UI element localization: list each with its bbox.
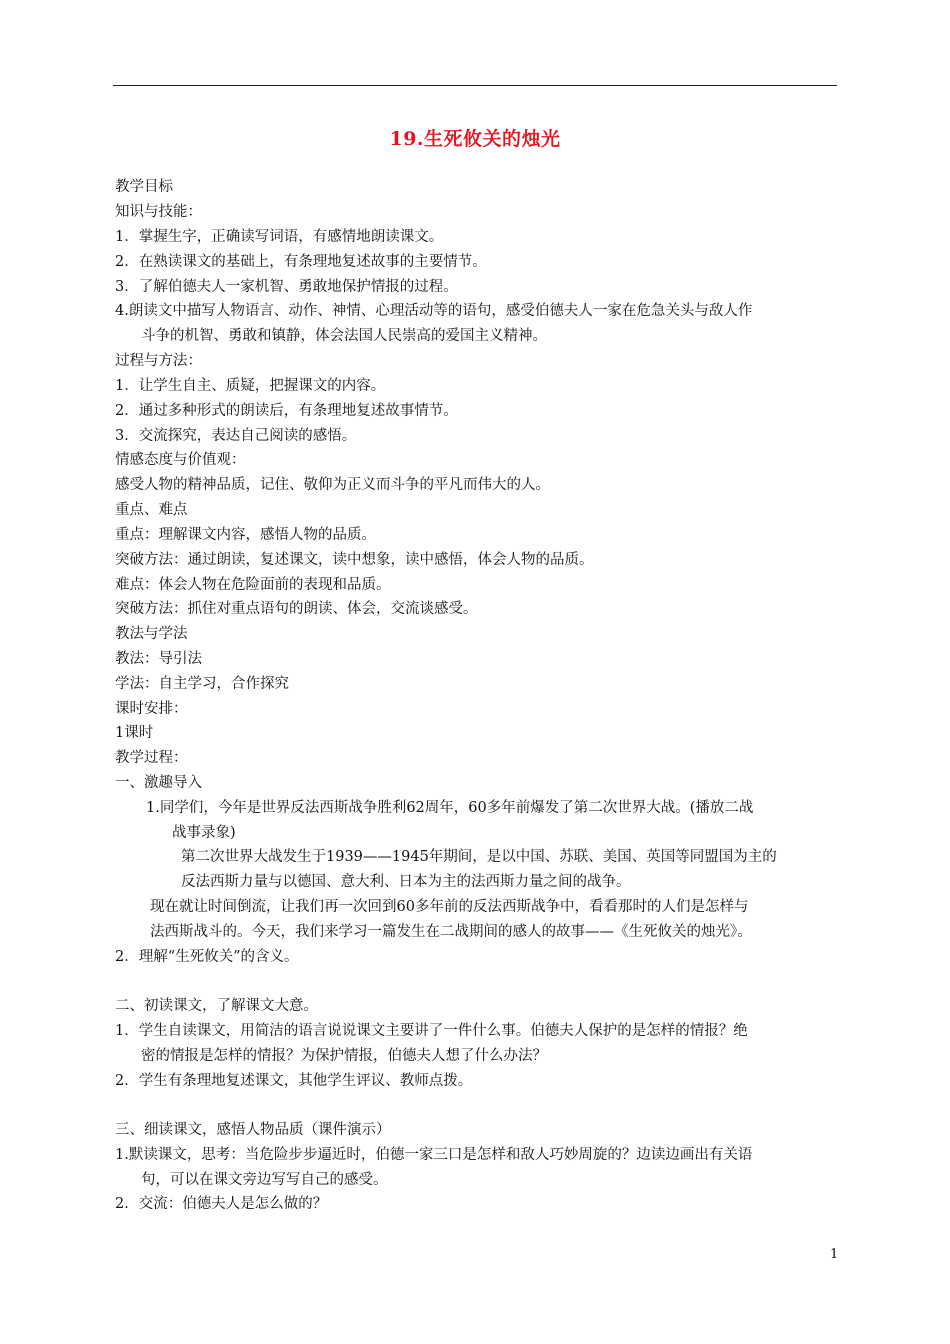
text-line: 重点、难点 — [115, 502, 188, 518]
text-line: 过程与方法： — [115, 353, 202, 369]
header-rule — [113, 85, 837, 86]
text-line: 1．掌握生字，正确读写词语，有感情地朗读课文。 — [115, 229, 444, 245]
text-line: 2．学生有条理地复述课文，其他学生评议、教师点拨。 — [115, 1073, 473, 1089]
text-line: 反法西斯力量与以德国、意大利、日本为主的法西斯力量之间的战争。 — [181, 874, 631, 890]
text-line: 现在就让时间倒流，让我们再一次回到60多年前的反法西斯战争中，看看那时的人们是怎样与 — [150, 899, 749, 915]
text-line: 斗争的机智、勇敢和镇静，体会法国人民崇高的爱国主义精神。 — [141, 328, 547, 344]
text-line: 2．在熟读课文的基础上，有条理地复述故事的主要情节。 — [115, 254, 487, 270]
text-line: 密的情报是怎样的情报？为保护情报，伯德夫人想了什么办法？ — [141, 1048, 547, 1064]
text-line: 知识与技能： — [115, 204, 202, 220]
text-line: 感受人物的精神品质，记住、敬仰为正义而斗争的平凡而伟大的人。 — [115, 477, 550, 493]
text-line: 2．理解“生死攸关”的含义。 — [115, 949, 299, 965]
text-line: 1．学生自读课文，用简洁的语言说说课文主要讲了一件什么事。伯德夫人保护的是怎样的情报？绝 — [115, 1023, 748, 1039]
text-line: 学法：自主学习，合作探究 — [115, 676, 289, 692]
text-line: 二、初读课文，了解课文大意。 — [115, 998, 318, 1014]
text-line: 3．了解伯德夫人一家机智、勇敢地保护情报的过程。 — [115, 279, 458, 295]
text-line: 战事录象) — [172, 825, 236, 841]
text-line: 情感态度与价值观： — [115, 452, 246, 468]
text-line: 1.同学们，今年是世界反法西斯战争胜利62周年，60多年前爆发了第二次世界大战。(播放二战 — [146, 800, 754, 816]
text-line: 难点：体会人物在危险面前的表现和品质。 — [115, 577, 391, 593]
text-line: 教学目标 — [115, 179, 173, 195]
text-line: 3．交流探究，表达自己阅读的感悟。 — [115, 428, 357, 444]
text-line: 重点：理解课文内容，感悟人物的品质。 — [115, 527, 376, 543]
text-line: 2．交流：伯德夫人是怎么做的？ — [115, 1196, 328, 1212]
text-line: 一、激趣导入 — [115, 775, 202, 791]
text-line: 法西斯战斗的。今天，我们来学习一篇发生在二战期间的感人的故事——《生死攸关的烛光》。 — [150, 924, 752, 940]
text-line: 1课时 — [115, 725, 154, 741]
text-line: 教法：导引法 — [115, 651, 202, 667]
text-line: 课时安排： — [115, 701, 188, 717]
page-number: 1 — [830, 1247, 839, 1262]
text-line: 句，可以在课文旁边写写自己的感受。 — [141, 1172, 388, 1188]
text-line: 1．让学生自主、质疑，把握课文的内容。 — [115, 378, 386, 394]
text-line: 4.朗读文中描写人物语言、动作、神情、心理活动等的语句，感受伯德夫人一家在危急关头与敌人作 — [115, 303, 753, 319]
text-line: 教学过程： — [115, 750, 188, 766]
text-line: 突破方法：抓住对重点语句的朗读、体会，交流谈感受。 — [115, 601, 478, 617]
text-line: 2．通过多种形式的朗读后，有条理地复述故事情节。 — [115, 403, 458, 419]
text-line: 突破方法：通过朗读，复述课文，读中想象，读中感悟，体会人物的品质。 — [115, 552, 594, 568]
text-line: 第二次世界大战发生于1939——1945年期间，是以中国、苏联、美国、英国等同盟国为主的 — [181, 849, 777, 865]
text-line: 三、细读课文，感悟人物品质（课件演示） — [115, 1122, 391, 1138]
text-line: 1.默读课文，思考：当危险步步逼近时，伯德一家三口是怎样和敌人巧妙周旋的？边读边画出有关语 — [115, 1147, 753, 1163]
text-line: 教法与学法 — [115, 626, 188, 642]
page-title: 19.生死攸关的烛光 — [389, 128, 561, 150]
